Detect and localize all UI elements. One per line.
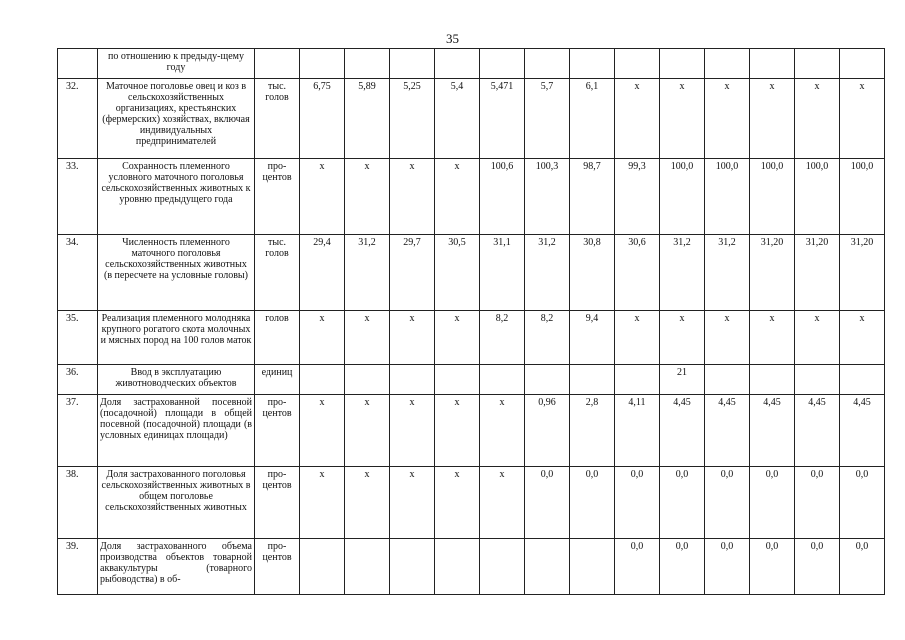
value-cell: 100,6	[480, 159, 525, 235]
value-cell	[570, 365, 615, 395]
value-cell	[390, 49, 435, 79]
unit-cell: про-центов	[255, 467, 300, 539]
value-cell	[525, 539, 570, 595]
row-number: 32.	[58, 79, 98, 159]
value-cell	[480, 49, 525, 79]
table-row	[58, 79, 885, 159]
value-cell	[705, 365, 750, 395]
value-cell: х	[435, 395, 480, 467]
value-cell: 100,0	[840, 159, 885, 235]
unit-cell: единиц	[255, 365, 300, 395]
value-cell: х	[660, 311, 705, 365]
indicator-name: Доля застрахованного поголовья сельскохозяйственных животных в общем поголовье сельскохозяйственных животных	[98, 467, 255, 539]
value-cell: 100,0	[705, 159, 750, 235]
value-cell	[750, 365, 795, 395]
value-cell: 0,0	[705, 539, 750, 595]
value-cell	[300, 49, 345, 79]
value-cell	[300, 539, 345, 595]
value-cell	[570, 49, 615, 79]
page-number: 35	[446, 31, 459, 46]
value-cell	[435, 49, 480, 79]
value-cell: 100,3	[525, 159, 570, 235]
value-cell: 4,11	[615, 395, 660, 467]
indicator-name: Реализация племенного молодняка крупного рогатого скота молочных и мясных пород на 100 голов маток	[98, 311, 255, 365]
value-cell: 31,2	[705, 235, 750, 311]
value-cell	[525, 49, 570, 79]
value-cell	[435, 365, 480, 395]
value-cell: х	[750, 79, 795, 159]
indicator-name: Маточное поголовье овец и коз в сельскохозяйственных организациях, крестьянских (фермерских) хозяйствах, включая индивидуальных предпринимателей	[98, 79, 255, 159]
unit-cell: голов	[255, 311, 300, 365]
value-cell: 6,75	[300, 79, 345, 159]
value-cell	[705, 49, 750, 79]
value-cell: х	[435, 159, 480, 235]
value-cell: 0,0	[750, 467, 795, 539]
value-cell: х	[390, 311, 435, 365]
value-cell: 31,2	[660, 235, 705, 311]
value-cell	[570, 539, 615, 595]
value-cell: х	[705, 79, 750, 159]
row-number: 38.	[58, 467, 98, 539]
value-cell: 5,89	[345, 79, 390, 159]
value-cell: х	[795, 311, 840, 365]
value-cell: х	[300, 311, 345, 365]
value-cell: 6,1	[570, 79, 615, 159]
value-cell: 0,0	[615, 467, 660, 539]
value-cell: 0,0	[795, 539, 840, 595]
value-cell	[660, 49, 705, 79]
value-cell: 0,96	[525, 395, 570, 467]
value-cell: х	[705, 311, 750, 365]
value-cell: х	[615, 311, 660, 365]
unit-cell: тыс. голов	[255, 235, 300, 311]
value-cell: х	[660, 79, 705, 159]
value-cell: 31,1	[480, 235, 525, 311]
value-cell: 100,0	[795, 159, 840, 235]
value-cell: 0,0	[705, 467, 750, 539]
value-cell	[615, 365, 660, 395]
table-row	[58, 395, 885, 467]
value-cell: 0,0	[570, 467, 615, 539]
value-cell	[795, 365, 840, 395]
value-cell: х	[345, 311, 390, 365]
indicator-name: Сохранность племенного условного маточного поголовья сельскохозяйственных животных к уровню предыдущего года	[98, 159, 255, 235]
value-cell: х	[840, 79, 885, 159]
value-cell	[345, 539, 390, 595]
table-row	[58, 539, 885, 595]
row-number: 36.	[58, 365, 98, 395]
value-cell: 30,6	[615, 235, 660, 311]
value-cell	[525, 365, 570, 395]
indicator-name: по отношению к предыду-щему году	[98, 49, 255, 79]
row-number: 39.	[58, 539, 98, 595]
value-cell: 5,471	[480, 79, 525, 159]
value-cell	[750, 49, 795, 79]
value-cell: 31,2	[525, 235, 570, 311]
row-number: 33.	[58, 159, 98, 235]
value-cell: х	[435, 311, 480, 365]
table-row	[58, 365, 885, 395]
value-cell: 30,5	[435, 235, 480, 311]
table-row	[58, 311, 885, 365]
indicators-table	[57, 48, 885, 595]
value-cell: 31,20	[840, 235, 885, 311]
table-row	[58, 235, 885, 311]
value-cell: х	[345, 395, 390, 467]
row-number: 34.	[58, 235, 98, 311]
indicator-name: Численность племенного маточного поголовья сельскохозяйственных животных (в пересчете на условные головы)	[98, 235, 255, 311]
value-cell: х	[435, 467, 480, 539]
value-cell: 9,4	[570, 311, 615, 365]
value-cell	[840, 49, 885, 79]
value-cell: 0,0	[660, 539, 705, 595]
value-cell: х	[615, 79, 660, 159]
value-cell: 5,4	[435, 79, 480, 159]
value-cell: х	[390, 395, 435, 467]
value-cell: 98,7	[570, 159, 615, 235]
unit-cell: про-центов	[255, 395, 300, 467]
value-cell	[795, 49, 840, 79]
table-row	[58, 49, 885, 79]
value-cell: 0,0	[750, 539, 795, 595]
indicator-name: Доля застрахованной посевной (посадочной) площади в общей посевной (посадочной) площади (в условных единицах площади)	[98, 395, 255, 467]
value-cell: 0,0	[660, 467, 705, 539]
indicator-name: Ввод в эксплуатацию животноводческих объектов	[98, 365, 255, 395]
indicator-name: Доля застрахованного объема производства объектов товарной аквакультуры (товарного рыбоводства) в об-	[98, 539, 255, 595]
value-cell: 4,45	[750, 395, 795, 467]
value-cell: х	[300, 395, 345, 467]
value-cell	[390, 539, 435, 595]
value-cell: х	[750, 311, 795, 365]
value-cell: 2,8	[570, 395, 615, 467]
value-cell: х	[840, 311, 885, 365]
value-cell: 0,0	[525, 467, 570, 539]
table-row	[58, 159, 885, 235]
value-cell	[615, 49, 660, 79]
row-number: 35.	[58, 311, 98, 365]
value-cell: 4,45	[795, 395, 840, 467]
value-cell: 100,0	[750, 159, 795, 235]
unit-cell: про-центов	[255, 539, 300, 595]
value-cell	[390, 365, 435, 395]
value-cell: х	[390, 467, 435, 539]
value-cell	[480, 365, 525, 395]
value-cell: 0,0	[795, 467, 840, 539]
unit-cell: тыс. голов	[255, 79, 300, 159]
value-cell: х	[300, 467, 345, 539]
value-cell: 29,4	[300, 235, 345, 311]
value-cell: 0,0	[615, 539, 660, 595]
value-cell: 31,2	[345, 235, 390, 311]
value-cell	[300, 365, 345, 395]
value-cell: 100,0	[660, 159, 705, 235]
value-cell: 5,25	[390, 79, 435, 159]
value-cell: 29,7	[390, 235, 435, 311]
table-row	[58, 467, 885, 539]
value-cell: 5,7	[525, 79, 570, 159]
value-cell: 4,45	[660, 395, 705, 467]
value-cell: 4,45	[840, 395, 885, 467]
value-cell	[345, 49, 390, 79]
value-cell: х	[480, 395, 525, 467]
row-number: 37.	[58, 395, 98, 467]
value-cell	[480, 539, 525, 595]
value-cell: х	[390, 159, 435, 235]
value-cell: х	[795, 79, 840, 159]
value-cell: х	[480, 467, 525, 539]
value-cell: 30,8	[570, 235, 615, 311]
value-cell: х	[345, 467, 390, 539]
value-cell: 4,45	[705, 395, 750, 467]
value-cell: 8,2	[525, 311, 570, 365]
value-cell: 31,20	[750, 235, 795, 311]
value-cell: 8,2	[480, 311, 525, 365]
value-cell: 0,0	[840, 467, 885, 539]
value-cell	[345, 365, 390, 395]
value-cell: х	[345, 159, 390, 235]
unit-cell: про-центов	[255, 159, 300, 235]
value-cell: 0,0	[840, 539, 885, 595]
value-cell	[255, 49, 300, 79]
row-number	[58, 49, 98, 79]
value-cell	[840, 365, 885, 395]
value-cell: 21	[660, 365, 705, 395]
value-cell: х	[300, 159, 345, 235]
value-cell: 99,3	[615, 159, 660, 235]
value-cell	[435, 539, 480, 595]
value-cell: 31,20	[795, 235, 840, 311]
